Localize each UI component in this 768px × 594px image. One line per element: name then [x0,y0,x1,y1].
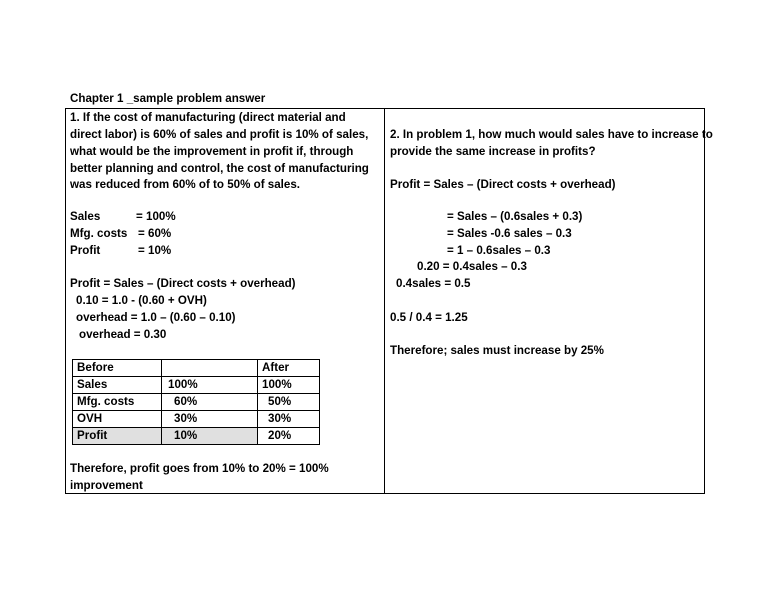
table-cell: Profit [73,428,162,445]
work-formula: Profit = Sales – (Direct costs + overhead) [70,277,296,290]
column-divider [384,109,385,493]
work-step: 0.10 = 1.0 - (0.60 + OVH) [76,294,207,307]
given-mfg-value: = 60% [138,227,172,240]
given-sales-label: Sales [70,210,101,223]
derivation-step: = Sales – (0.6sales + 0.3) [447,210,583,223]
question-1-line: better planning and control, the cost of manufacturing [70,162,369,175]
table-cell: 100% [258,377,320,394]
table-cell: Sales [73,377,162,394]
ratio-calc: 0.5 / 0.4 = 1.25 [390,311,468,324]
table-cell: OVH [73,411,162,428]
problem-2-conclusion: Therefore; sales must increase by 25% [390,344,604,357]
table-cell: Before [73,360,162,377]
table-row [73,377,320,394]
given-sales-value: = 100% [136,210,176,223]
question-1-line: was reduced from 60% of to 50% of sales. [70,178,301,191]
before-after-table [72,359,320,445]
table-cell: 60% [162,394,258,411]
table-cell: Mfg. costs [73,394,162,411]
conclusion-line: improvement [70,479,143,492]
table-row [73,394,320,411]
table-row-highlighted [73,428,320,445]
table-cell: 30% [162,411,258,428]
table-cell: 10% [162,428,258,445]
profit-formula: Profit = Sales – (Direct costs + overhead) [390,178,616,191]
table-header-row [73,360,320,377]
conclusion-line: Therefore, profit goes from 10% to 20% = 100% [70,462,329,475]
given-mfg-label: Mfg. costs [70,227,128,240]
table-cell: 50% [258,394,320,411]
question-1-line: what would be the improvement in profit if, through [70,145,354,158]
derivation-step: 0.4sales = 0.5 [396,277,471,290]
derivation-step: = 1 – 0.6sales – 0.3 [447,244,551,257]
answer-table [65,108,713,494]
derivation-step: 0.20 = 0.4sales – 0.3 [417,260,527,273]
document-title: Chapter 1 _sample problem answer [70,92,266,105]
work-step: overhead = 1.0 – (0.60 – 0.10) [76,311,236,324]
table-cell: 20% [258,428,320,445]
given-profit-value: = 10% [138,244,172,257]
table-cell: 100% [162,377,258,394]
table-cell: 30% [258,411,320,428]
work-step: overhead = 0.30 [79,328,167,341]
given-profit-label: Profit [70,244,101,257]
question-2-line: provide the same increase in profits? [390,145,596,158]
table-cell [162,360,258,377]
question-2-line: 2. In problem 1, how much would sales have to increase to [390,128,713,141]
question-1-line: direct labor) is 60% of sales and profit is 10% of sales, [70,128,369,141]
table-cell: After [258,360,320,377]
derivation-step: = Sales -0.6 sales – 0.3 [447,227,572,240]
question-1-line: 1. If the cost of manufacturing (direct material and [70,111,346,124]
table-row [73,411,320,428]
